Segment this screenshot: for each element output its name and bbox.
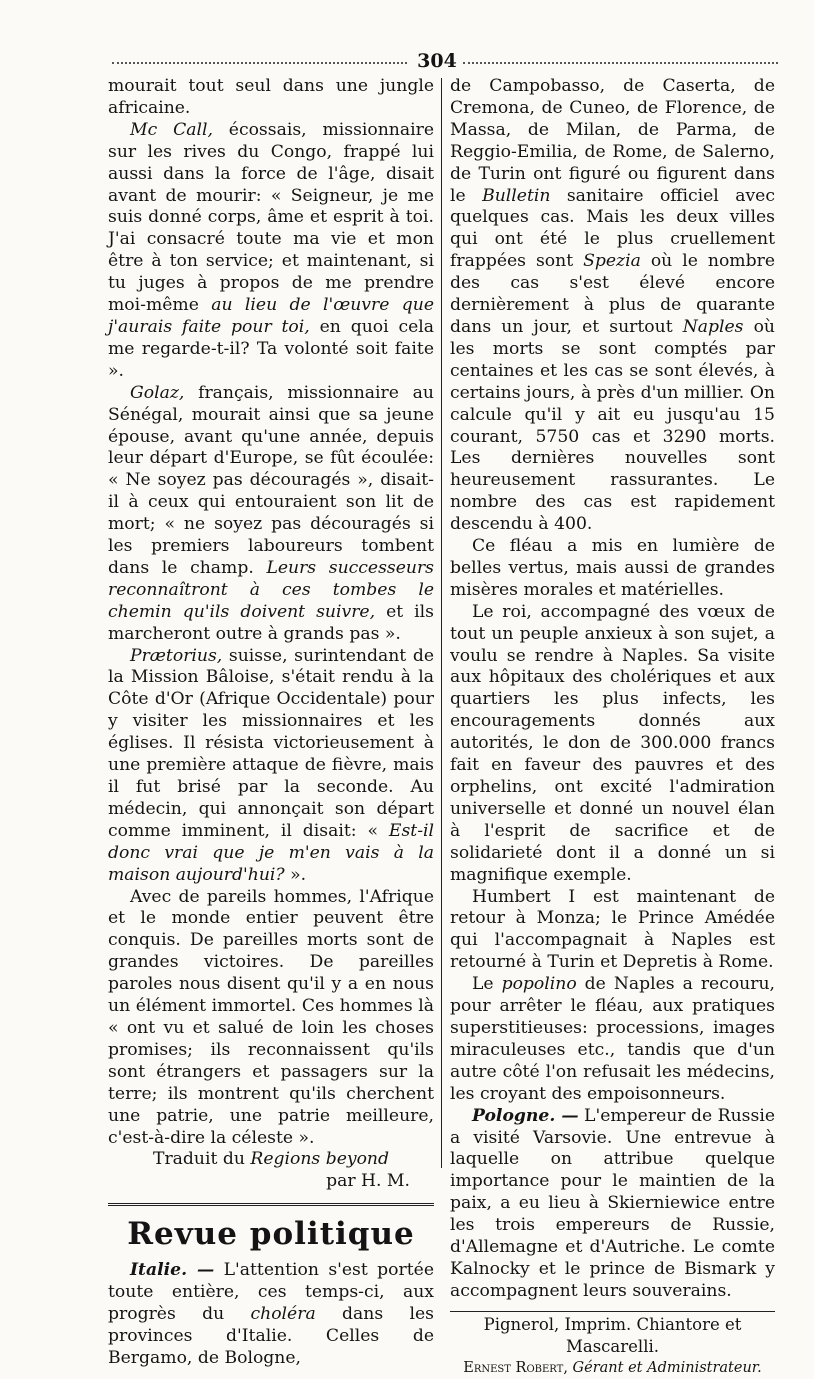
- right-column: [450, 76, 775, 1379]
- name-mccall: Mc Call,: [130, 119, 213, 140]
- header-rule-right: [463, 62, 778, 64]
- paragraph-pologne: Pologne. — L'empereur de Russie a visité Varsovie. Une entrevue à laquelle on attribue quelque importance pour le maintien de la paix, a eu lieu à Skierniewice entre les trois empereurs de Russie, d'Allemagne et d'Autriche. Le comte Kalnocky et le prince de Bismark y accompagnent leurs souverains.: [450, 1105, 775, 1301]
- page-header: [112, 50, 778, 76]
- paragraph-virtues: Ce fléau a mis en lumière de belles vertus, mais aussi de grandes misères morales et matérielles.: [450, 536, 775, 600]
- left-column: [108, 76, 434, 1370]
- paragraph-popolino: Le popolino de Naples a recouru, pour arrêter le fléau, aux pratiques superstitieuses: processions, images miraculeuses etc., tandis que d'un autre côté l'on refusait les médecins, les croyant des empoisonneurs.: [450, 974, 775, 1104]
- paragraph-praetorius: Prætorius, suisse, surintendant de la Mission Bâloise, s'était rendu à la Côte d'Or (Afrique Occidentale) pour y visiter les missionnaires et les églises. Il résista victorieusement à une première attaque de fièvre, mais il fut brisé par la seconde. Au médecin, qui annonçait son départ comme imminent, il disait: « Est-il donc vrai que je m'en vais à la maison aujourd'hui? ».: [108, 645, 434, 885]
- paragraph-mccall: Mc Call, écossais, missionnaire sur les rives du Congo, frappé lui aussi dans la force de l'âge, disait avant de mourir: « Seigneur, je me suis donné corps, âme et esprit à toi. J'ai consacré toute ma vie et mon être à ton service; et maintenant, si tu juges à propos de me prendre moi-même au lieu de l'œuvre que j'aurais faite pour toi, en quoi cela me regarde-t-il? Ta volonté soit faite ».: [108, 119, 435, 381]
- section-title: Revue politique: [127, 1216, 415, 1253]
- paragraph-continuation: mourait tout seul dans une jungle africaine.: [108, 76, 434, 118]
- paragraph-conclusion: Avec de pareils hommes, l'Afrique et le monde entier peuvent être conquis. De pareilles morts sont de grandes victoires. De pareilles paroles nous disent qu'il y a en nous un élément immortel. Ces hommes là « ont vu et salué de loin les choses promises; ils reconnaissent qu'ils sont étrangers et passagers sur la terre; ils montrent qu'ils cherchent une patrie, une patrie meilleure, c'est-à-dire la céleste ».: [108, 886, 434, 1148]
- section-rule: [108, 1203, 434, 1206]
- name-praetorius: Prætorius,: [130, 645, 223, 666]
- rubric-pologne: Pologne. —: [472, 1105, 579, 1126]
- paragraph-golaz: Golaz, français, missionnaire au Sénégal, mourait ainsi que sa jeune épouse, avant qu'une année, depuis leur départ d'Europe, se fût écoulée: « Ne soyez pas découragés », disait-il à ceux qui entouraient son lit de mort; « ne soyez pas découragés si les premiers laboureurs tombent dans le champ. Leurs successeurs reconnaîtront à ces tombes le chemin qu'ils doivent suivre, et ils marcheront outre à grands pas ».: [108, 382, 434, 644]
- footer-rule: [450, 1311, 775, 1312]
- manager-line: Ernest Robert, Gérant et Administrateur.: [463, 1359, 762, 1376]
- page-number: 304: [417, 50, 457, 72]
- paragraph-humbert: Humbert I est maintenant de retour à Monza; le Prince Amédée qui l'accompagnait à Naples est retourné à Turin et Depretis à Rome.: [450, 886, 775, 973]
- author-initials: par H. M.: [326, 1171, 410, 1192]
- translation-credit: Traduit du Regions beyond: [152, 1149, 390, 1170]
- paragraph-italie: Italie. — L'attention s'est portée toute entière, ces temps-ci, aux progrès du choléra dans les provinces d'Italie. Celles de Bergamo, de Bologne,: [108, 1260, 434, 1368]
- paragraph-cholera-cities: de Campobasso, de Caserta, de Cremona, de Cuneo, de Florence, de Massa, de Milan, de Parma, de Reggio-Emilia, de Rome, de Salerno, de Turin ont figuré ou figurent dans le Bulletin sanitaire officiel avec quelques cas. Mais les deux villes qui ont été le plus cruellement frappées sont Spezia où le nombre des cas s'est élevé encore dernièrement à plus de quarante dans un jour, et surtout Naples où les morts se sont comptés par centaines et les cas se sont élevés, à certains jours, à près d'un millier. On calcule qu'il y ait eu jusqu'au 15 courant, 5750 cas et 3290 morts. Les dernières nouvelles sont heureusement rassurantes. Le nombre des cas est rapidement descendu à 400.: [450, 76, 775, 535]
- paragraph-king: Le roi, accompagné des vœux de tout un peuple anxieux à son sujet, a voulu se rendre à Naples. Sa visite aux hôpitaux des cholériques et aux quartiers les plus infects, les encouragements donnés aux autorités, le don de 300.000 francs fait en faveur des pauvres et des orphelins, ont excité l'admiration universelle et donné un nouvel élan à l'esprit de sacrifice et de solidarieté dont il a donné un si magnifique exemple.: [450, 601, 775, 885]
- name-golaz: Golaz,: [130, 382, 185, 403]
- rubric-italie: Italie. —: [130, 1260, 215, 1281]
- column-divider: [441, 78, 442, 1168]
- header-rule-left: [112, 62, 407, 64]
- printer-imprint: Pignerol, Imprim. Chiantore et Mascarelli.: [483, 1314, 742, 1356]
